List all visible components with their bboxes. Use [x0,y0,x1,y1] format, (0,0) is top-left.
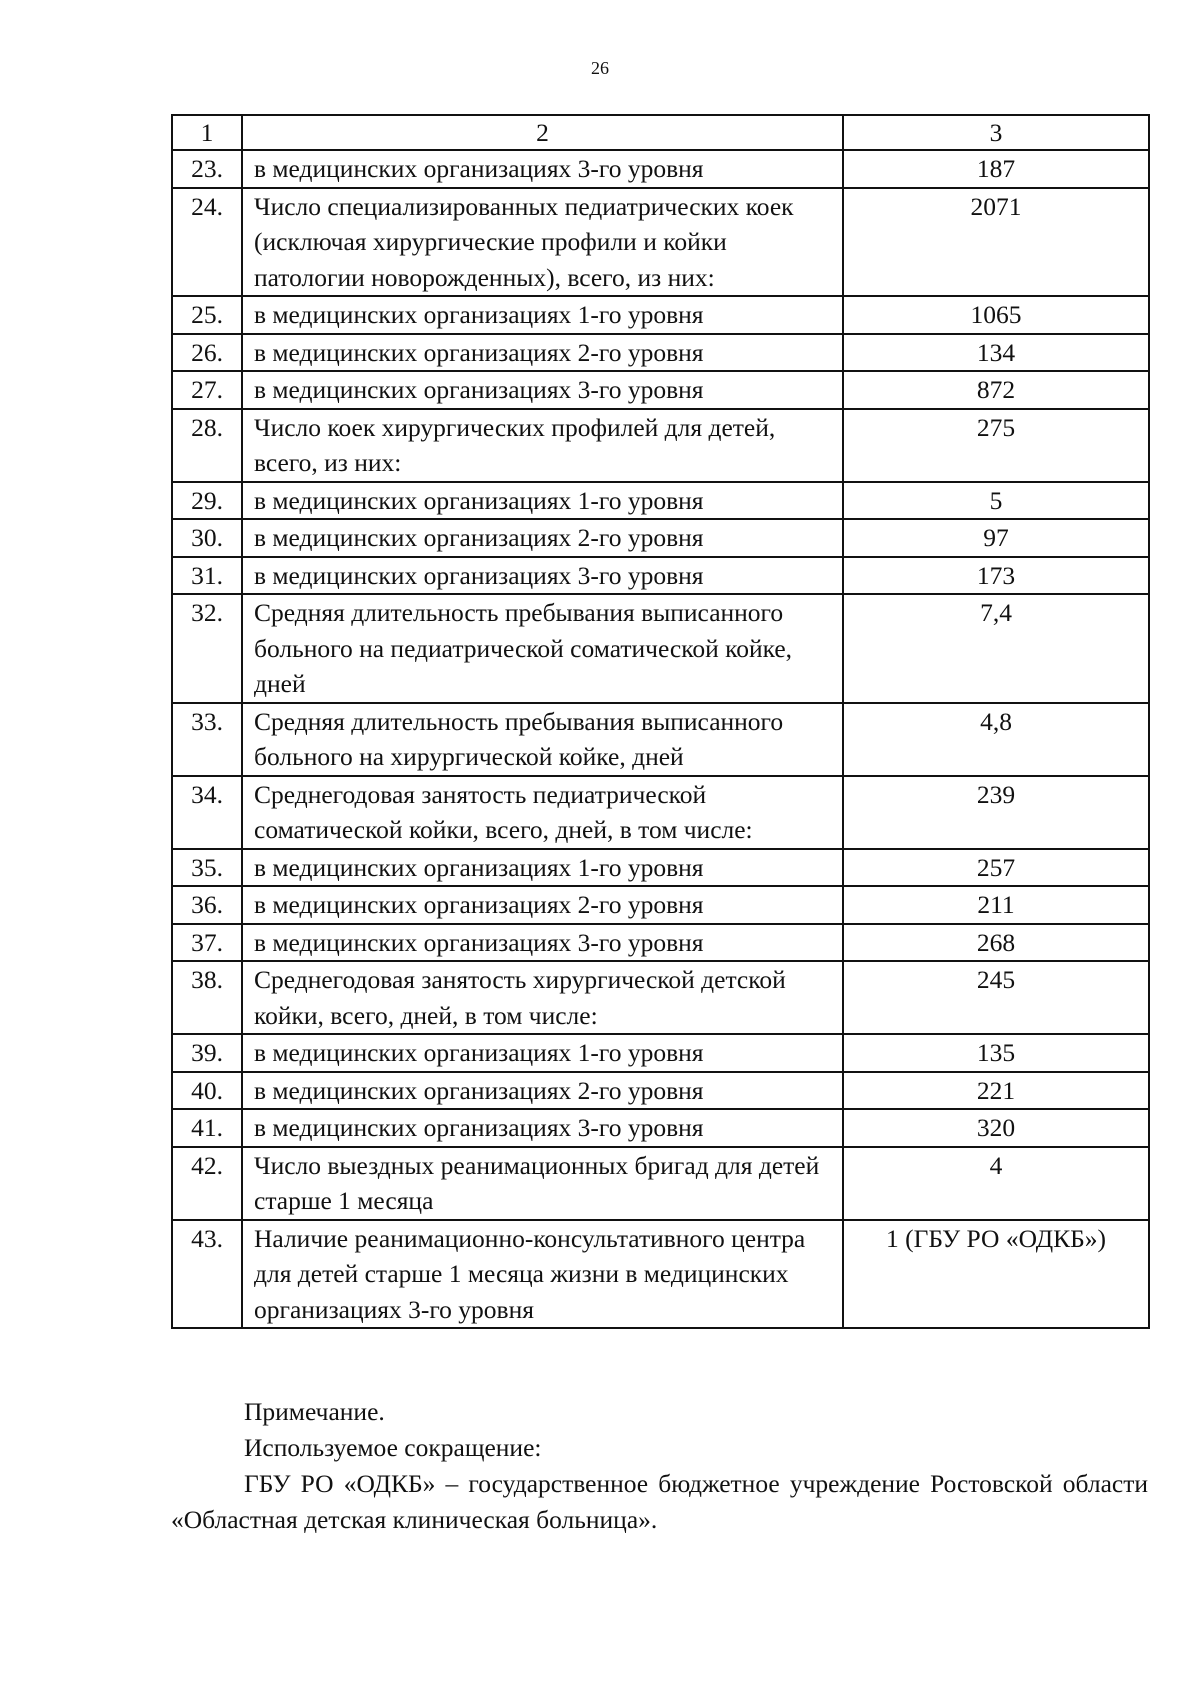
row-description-cell: в медицинских организациях 1-го уровня [242,1034,843,1072]
header-cell-1: 1 [172,115,242,150]
row-number-cell: 43. [172,1220,242,1329]
row-number-cell: 41. [172,1109,242,1147]
row-number-cell: 23. [172,150,242,188]
table-row [172,886,1149,924]
table-row [172,482,1149,520]
row-value-cell: 245 [843,961,1149,1034]
row-value-cell: 239 [843,776,1149,849]
row-value-cell: 257 [843,849,1149,887]
table-row [172,519,1149,557]
table-row [172,1147,1149,1220]
row-value-cell: 187 [843,150,1149,188]
row-value-cell: 4,8 [843,703,1149,776]
row-description-cell: в медицинских организациях 3-го уровня [242,150,843,188]
row-description-cell: в медицинских организациях 2-го уровня [242,519,843,557]
notes-subtitle: Используемое сокращение: [244,1433,542,1462]
row-value-cell: 221 [843,1072,1149,1110]
row-number-cell: 39. [172,1034,242,1072]
notes-title: Примечание. [244,1397,385,1426]
row-value-cell: 275 [843,409,1149,482]
row-value-cell: 4 [843,1147,1149,1220]
row-number-cell: 31. [172,557,242,595]
row-number-cell: 35. [172,849,242,887]
table-row [172,703,1149,776]
row-description-cell: в медицинских организациях 3-го уровня [242,557,843,595]
row-value-cell: 2071 [843,188,1149,297]
table-row [172,296,1149,334]
table-row [172,150,1149,188]
table-row [172,1220,1149,1329]
row-description-cell: Среднегодовая занятость педиатрической соматической койки, всего, дней, в том числе: [242,776,843,849]
row-number-cell: 27. [172,371,242,409]
row-value-cell: 1 (ГБУ РО «ОДКБ») [843,1220,1149,1329]
table-row [172,409,1149,482]
row-description-cell: в медицинских организациях 2-го уровня [242,886,843,924]
row-value-cell: 7,4 [843,594,1149,703]
row-number-cell: 36. [172,886,242,924]
row-description-cell: в медицинских организациях 1-го уровня [242,482,843,520]
table-row [172,776,1149,849]
row-number-cell: 25. [172,296,242,334]
table-header-row [172,115,1149,150]
table-row [172,961,1149,1034]
row-description-cell: в медицинских организациях 2-го уровня [242,334,843,372]
row-value-cell: 134 [843,334,1149,372]
row-number-cell: 33. [172,703,242,776]
row-number-cell: 40. [172,1072,242,1110]
row-description-cell: Число выездных реанимационных бригад для детей старше 1 месяца [242,1147,843,1220]
table-row [172,1072,1149,1110]
row-description-cell: в медицинских организациях 1-го уровня [242,296,843,334]
table-row [172,1109,1149,1147]
row-number-cell: 26. [172,334,242,372]
notes-abbreviation: ГБУ РО «ОДКБ» – государственное бюджетное учреждение Ростовской области «Областная детская клиническая больница». [171,1469,1148,1534]
row-number-cell: 30. [172,519,242,557]
table-row [172,371,1149,409]
table-body [172,115,1149,1328]
row-number-cell: 42. [172,1147,242,1220]
row-description-cell: в медицинских организациях 2-го уровня [242,1072,843,1110]
row-description-cell: Число специализированных педиатрических коек (исключая хирургические профили и койки патологии новорожденных), всего, из них: [242,188,843,297]
row-number-cell: 37. [172,924,242,962]
row-value-cell: 135 [843,1034,1149,1072]
table-row [172,1034,1149,1072]
table-row [172,188,1149,297]
data-table [171,114,1150,1329]
table-row [172,557,1149,595]
page-number: 26 [591,58,609,78]
row-value-cell: 173 [843,557,1149,595]
table-row [172,334,1149,372]
table-row [172,924,1149,962]
header-cell-2: 2 [242,115,843,150]
row-value-cell: 268 [843,924,1149,962]
row-value-cell: 872 [843,371,1149,409]
row-number-cell: 32. [172,594,242,703]
row-description-cell: в медицинских организациях 3-го уровня [242,924,843,962]
row-description-cell: Число коек хирургических профилей для детей, всего, из них: [242,409,843,482]
row-description-cell: Среднегодовая занятость хирургической детской койки, всего, дней, в том числе: [242,961,843,1034]
row-description-cell: Средняя длительность пребывания выписанного больного на педиатрической соматической койке, дней [242,594,843,703]
row-description-cell: Средняя длительность пребывания выписанного больного на хирургической койке, дней [242,703,843,776]
row-value-cell: 1065 [843,296,1149,334]
row-description-cell: в медицинских организациях 3-го уровня [242,371,843,409]
row-number-cell: 29. [172,482,242,520]
row-value-cell: 5 [843,482,1149,520]
row-value-cell: 97 [843,519,1149,557]
table-row [172,594,1149,703]
row-number-cell: 34. [172,776,242,849]
row-description-cell: в медицинских организациях 3-го уровня [242,1109,843,1147]
row-number-cell: 38. [172,961,242,1034]
row-value-cell: 320 [843,1109,1149,1147]
table-row [172,849,1149,887]
row-number-cell: 28. [172,409,242,482]
row-number-cell: 24. [172,188,242,297]
notes-section [171,1394,1148,1538]
row-description-cell: в медицинских организациях 1-го уровня [242,849,843,887]
header-cell-3: 3 [843,115,1149,150]
row-description-cell: Наличие реанимационно-консультативного центра для детей старше 1 месяца жизни в медицинских организациях 3-го уровня [242,1220,843,1329]
row-value-cell: 211 [843,886,1149,924]
